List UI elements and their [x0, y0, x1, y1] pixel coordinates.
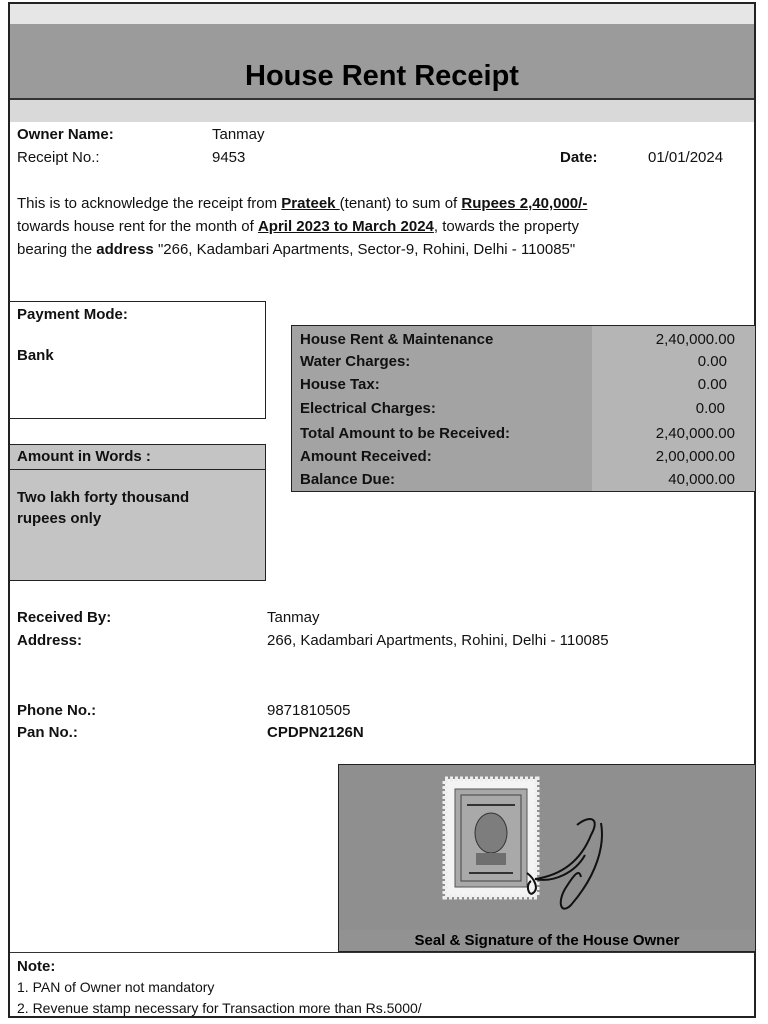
amount-in-words-box [9, 444, 266, 581]
pan-label: Pan No.: [17, 724, 78, 741]
charge-label: Water Charges: [300, 353, 411, 370]
amount-in-words-header [10, 445, 265, 470]
received-by-value: Tanmay [267, 609, 320, 626]
title-bar [10, 24, 754, 100]
note-line-1: 1. PAN of Owner not mandatory [17, 979, 215, 995]
rent-period: April 2023 to March 2024 [257, 218, 434, 235]
para-text-6: "266, Kadambari Apartments, Sector-9, Rohini, Delhi - 110085" [153, 241, 576, 258]
amount-in-words-label: Amount in Words : [17, 448, 151, 465]
seal-caption: Seal & Signature of the House Owner [414, 932, 680, 949]
page-title: House Rent Receipt [245, 60, 519, 92]
charge-value: 0.00 [695, 400, 725, 417]
charge-value: 0.00 [697, 353, 727, 370]
owner-name-value: Tanmay [212, 126, 265, 143]
charge-row [300, 400, 735, 423]
phone-label: Phone No.: [17, 702, 97, 719]
amount-in-words-line2: rupees only [17, 510, 102, 527]
date-value: 01/01/2024 [648, 149, 724, 166]
payment-mode-box [9, 301, 266, 419]
received-by-label: Received By: [17, 609, 112, 626]
tenant-name: Prateek [281, 195, 340, 212]
top-strip [10, 4, 754, 25]
charge-label: Amount Received: [300, 448, 432, 465]
receipt-no-label: Receipt No.: [17, 149, 100, 166]
receipt-no-value: 9453 [212, 149, 246, 166]
charge-label: House Tax: [300, 376, 380, 393]
seal-signature-box [338, 764, 756, 952]
charge-row [300, 376, 735, 399]
payment-mode-label: Payment Mode: [17, 306, 128, 323]
charge-value: 40,000.00 [668, 471, 735, 488]
address-word: address [96, 241, 154, 258]
charge-row [300, 331, 735, 354]
para-text-4: , towards the property [433, 218, 579, 235]
seal-signature-image [339, 765, 754, 930]
charge-row [300, 471, 735, 494]
charge-value: 2,40,000.00 [655, 331, 735, 348]
charge-value: 2,00,000.00 [655, 448, 735, 465]
payment-mode-value: Bank [17, 347, 54, 364]
charge-row [300, 448, 735, 471]
charge-label: Electrical Charges: [300, 400, 436, 417]
pan-value: CPDPN2126N [267, 724, 364, 741]
para-text-1: This is to acknowledge the receipt from [17, 195, 282, 212]
charge-row [300, 353, 735, 376]
charge-value: 0.00 [697, 376, 727, 393]
acknowledgement-paragraph [17, 192, 747, 261]
charge-label: House Rent & Maintenance [300, 331, 494, 348]
para-text-2: (tenant) to sum of [339, 195, 462, 212]
note-line-2: 2. Revenue stamp necessary for Transaction more than Rs.5000/ [17, 1000, 422, 1016]
sub-strip [10, 100, 754, 122]
charge-label: Balance Due: [300, 471, 396, 488]
para-text-5: bearing the [17, 241, 97, 258]
note-label: Note: [17, 958, 56, 975]
revenue-stamp-icon [445, 779, 537, 897]
charge-label: Total Amount to be Received: [300, 425, 511, 442]
note-divider [10, 952, 754, 953]
date-label: Date: [560, 149, 598, 166]
charges-table [291, 325, 756, 492]
address-value: 266, Kadambari Apartments, Rohini, Delhi - 110085 [267, 632, 609, 649]
amount-in-words-line1: Two lakh forty thousand [17, 489, 190, 506]
charge-row [300, 425, 735, 448]
address-label: Address: [17, 632, 83, 649]
para-text-3: towards house rent for the month of [17, 218, 258, 235]
rent-amount: Rupees 2,40,000/- [461, 195, 588, 212]
owner-name-label: Owner Name: [17, 126, 114, 143]
phone-value: 9871810505 [267, 702, 351, 719]
charge-value: 2,40,000.00 [655, 425, 735, 442]
